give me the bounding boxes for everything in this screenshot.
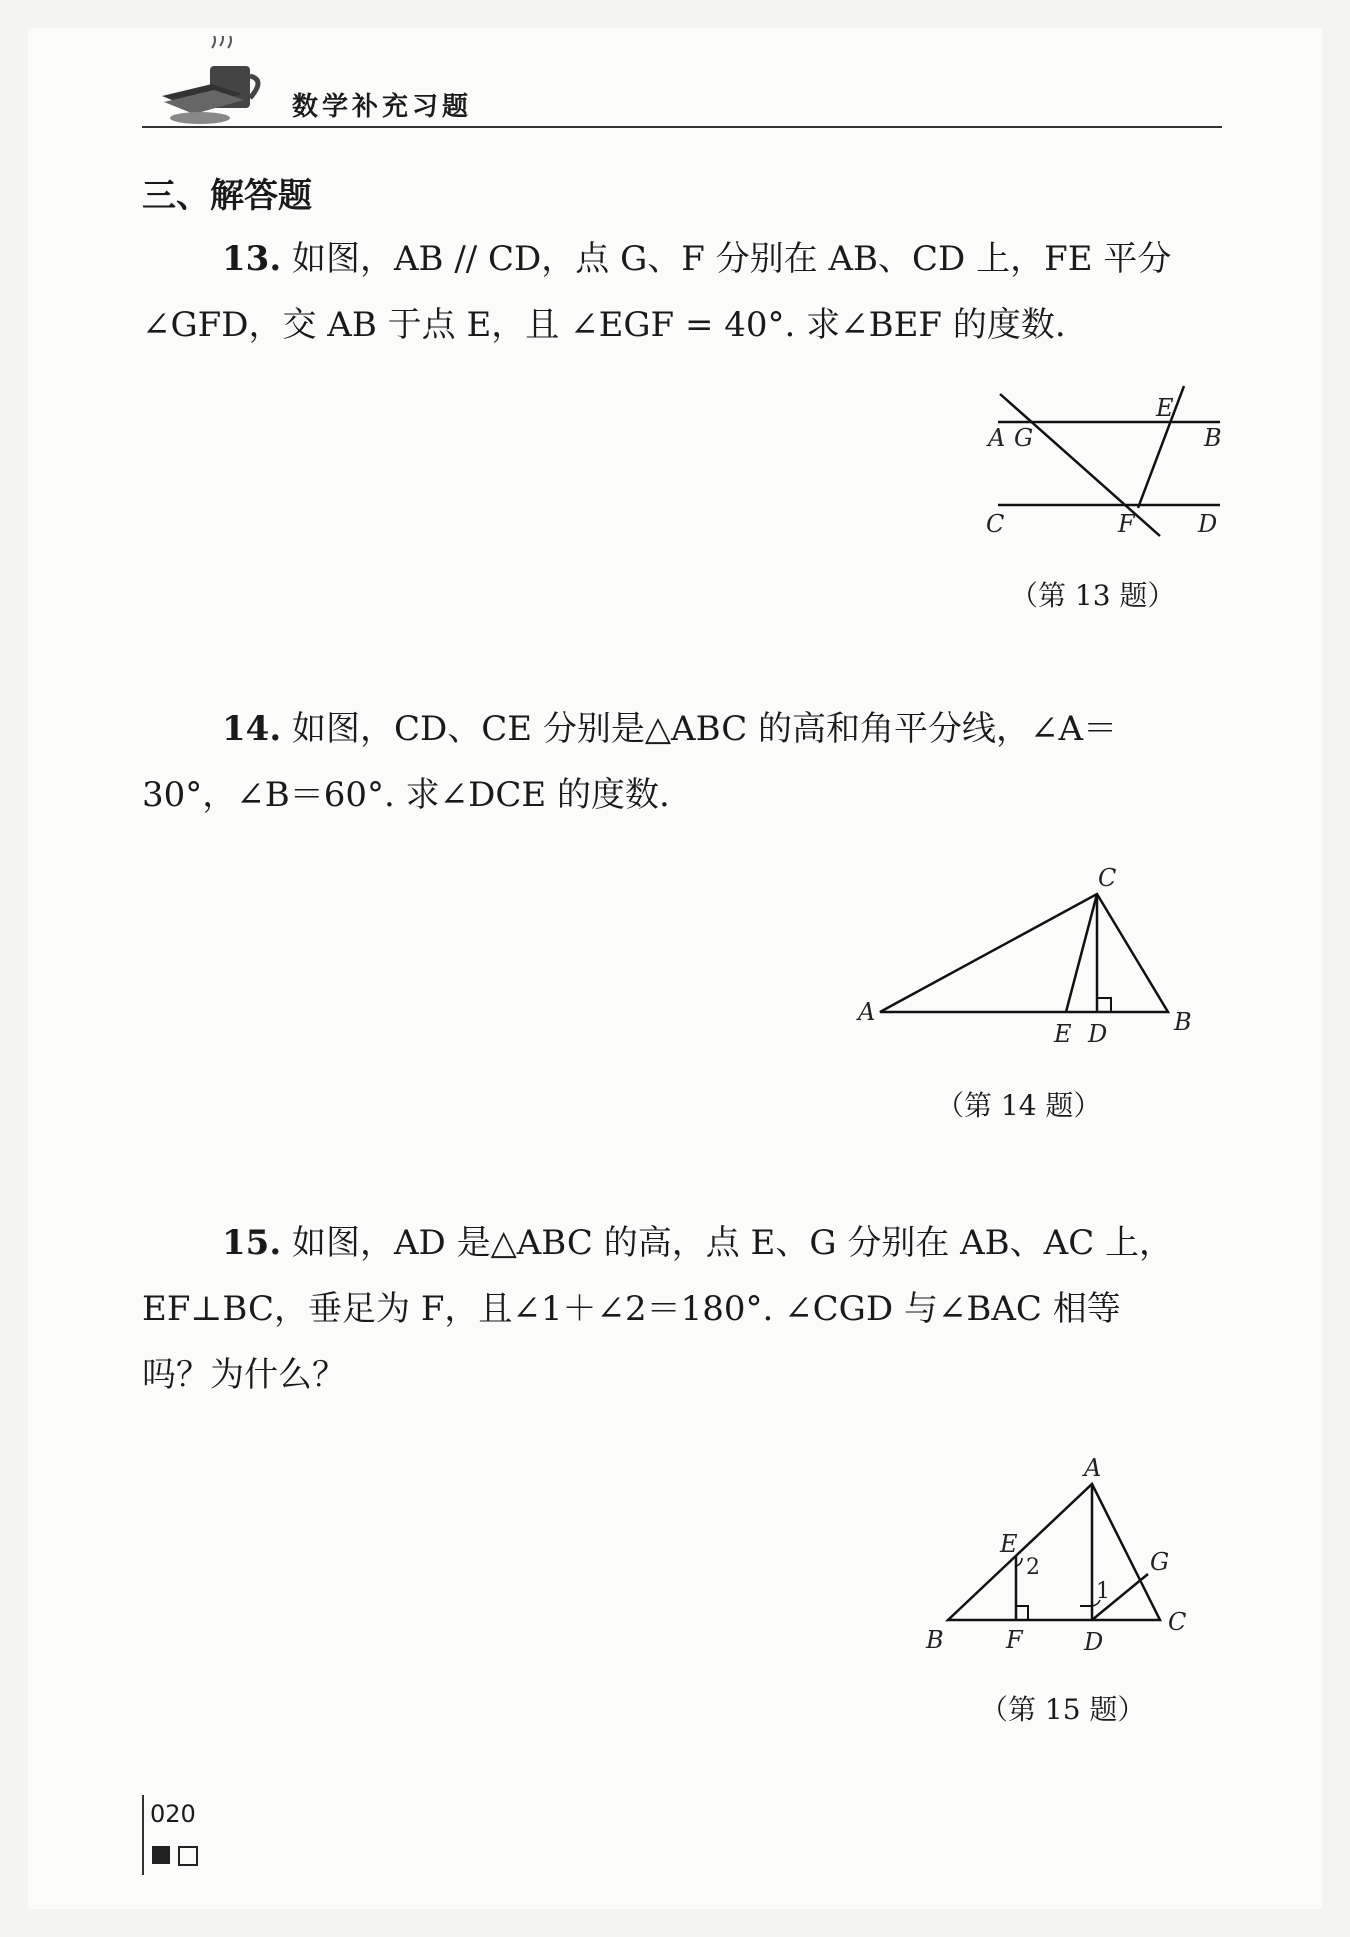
figure-13 bbox=[980, 380, 1240, 550]
label-G: G bbox=[1150, 1548, 1170, 1576]
label-angle-1: 1 bbox=[1096, 1579, 1110, 1604]
label-B: B bbox=[1204, 424, 1222, 452]
footer-bar bbox=[142, 1795, 144, 1875]
problem-number: 13. bbox=[222, 239, 282, 279]
problem-13 bbox=[142, 226, 1222, 358]
label-F: F bbox=[1006, 1626, 1023, 1654]
label-F: F bbox=[1118, 510, 1135, 538]
label-D: D bbox=[1198, 510, 1218, 538]
problem-text: 如图，AD 是△ABC 的高，点 E、G 分别在 AB、AC 上， bbox=[291, 1223, 1174, 1263]
label-E: E bbox=[1000, 1530, 1018, 1558]
label-angle-2: 2 bbox=[1026, 1555, 1040, 1580]
figure-15 bbox=[920, 1440, 1220, 1660]
label-B: B bbox=[1174, 1008, 1192, 1036]
problem-number: 14. bbox=[222, 709, 282, 749]
label-E: E bbox=[1054, 1020, 1072, 1048]
label-C: C bbox=[986, 510, 1005, 538]
problem-text: EF⊥BC，垂足为 F，且∠1＋∠2＝180°. ∠CGD 与∠BAC 相等 bbox=[142, 1289, 1121, 1329]
problem-text: ∠GFD，交 AB 于点 E，且 ∠EGF = 40°. 求∠BEF 的度数. bbox=[142, 305, 1066, 345]
header-title: 数学补充习题 bbox=[292, 92, 473, 122]
problem-text: 吗？为什么？ bbox=[142, 1355, 346, 1395]
label-E: E bbox=[1156, 394, 1174, 422]
book-cup-icon bbox=[160, 36, 270, 126]
label-C: C bbox=[1168, 1608, 1187, 1636]
label-A: A bbox=[1084, 1454, 1102, 1482]
problem-15 bbox=[142, 1210, 1222, 1408]
problem-text: 30°，∠B＝60°. 求∠DCE 的度数. bbox=[142, 775, 670, 815]
section-title: 三、解答题 bbox=[142, 176, 312, 216]
filled-square-icon bbox=[152, 1846, 170, 1864]
figure-13-caption: （第 13 题） bbox=[1010, 579, 1176, 612]
label-D: D bbox=[1084, 1628, 1104, 1656]
figure-14 bbox=[850, 862, 1210, 1048]
problem-text: 如图，CD、CE 分别是△ABC 的高和角平分线，∠A＝ bbox=[291, 709, 1118, 749]
problem-number: 15. bbox=[222, 1223, 282, 1263]
label-G: G bbox=[1014, 424, 1034, 452]
label-A: A bbox=[858, 998, 876, 1026]
header-rule bbox=[142, 126, 1222, 128]
label-B: B bbox=[926, 1626, 944, 1654]
page-number: 020 bbox=[150, 1800, 196, 1828]
figure-15-caption: （第 15 题） bbox=[980, 1693, 1146, 1726]
empty-square-icon bbox=[178, 1846, 198, 1866]
figure-14-caption: （第 14 题） bbox=[936, 1089, 1102, 1122]
label-A: A bbox=[988, 424, 1006, 452]
problem-text: 如图，AB // CD，点 G、F 分别在 AB、CD 上，FE 平分 bbox=[291, 239, 1172, 279]
problem-14 bbox=[142, 696, 1222, 828]
label-C: C bbox=[1098, 864, 1117, 892]
label-D: D bbox=[1088, 1020, 1108, 1048]
